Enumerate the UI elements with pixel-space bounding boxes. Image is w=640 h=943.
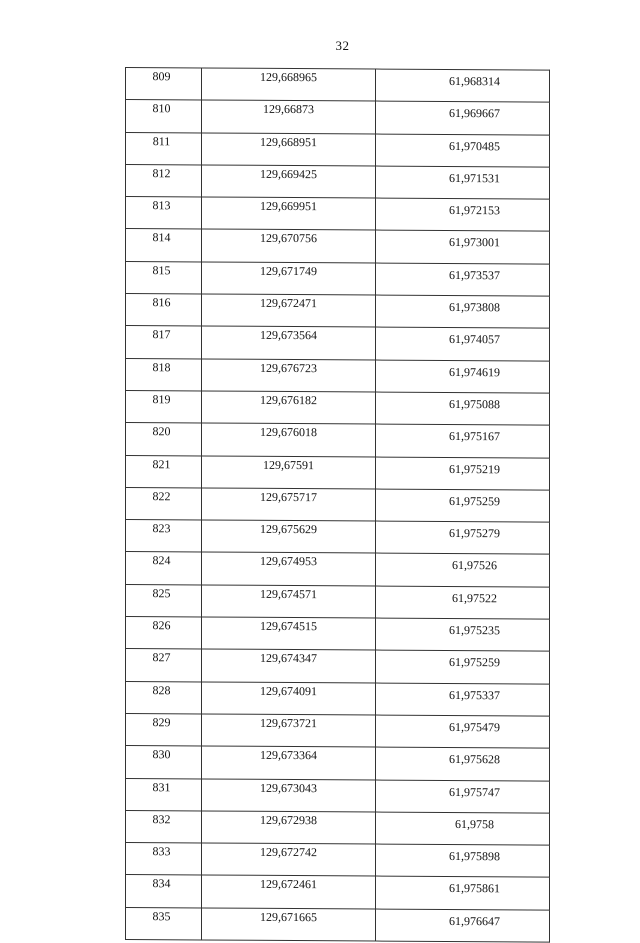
point-number-cell: 811 xyxy=(126,132,202,165)
table-row xyxy=(126,294,550,329)
table-row xyxy=(126,326,550,361)
table-row xyxy=(126,746,550,781)
x-coordinate-cell: 129,672742 xyxy=(202,843,376,876)
x-coordinate-cell: 129,673721 xyxy=(202,714,376,747)
x-coordinate-cell: 129,669951 xyxy=(202,197,376,230)
x-coordinate-cell: 129,668965 xyxy=(202,68,376,101)
point-number-cell: 832 xyxy=(126,810,202,843)
table-row xyxy=(126,810,550,845)
table-row xyxy=(126,617,550,652)
page-number: 32 xyxy=(335,38,350,53)
table-row xyxy=(126,584,550,619)
point-number-cell: 810 xyxy=(126,100,202,133)
point-number-cell: 816 xyxy=(126,294,202,327)
table-row xyxy=(126,358,550,393)
y-coordinate-cell: 61,974057 xyxy=(376,327,550,360)
point-number-cell: 818 xyxy=(126,358,202,391)
coordinates-table-body xyxy=(126,68,550,943)
x-coordinate-cell: 129,674091 xyxy=(202,682,376,715)
table-row xyxy=(126,649,550,684)
point-number-cell: 822 xyxy=(126,487,202,520)
x-coordinate-cell: 129,673564 xyxy=(202,326,376,359)
y-coordinate-cell: 61,975861 xyxy=(376,876,550,909)
table-row xyxy=(126,423,550,458)
y-coordinate-cell: 61,975259 xyxy=(376,650,550,683)
y-coordinate-cell: 61,973537 xyxy=(376,263,550,296)
table-row xyxy=(126,261,550,296)
y-coordinate-cell: 61,975898 xyxy=(376,844,550,877)
y-coordinate-cell: 61,975747 xyxy=(376,780,550,813)
x-coordinate-cell: 129,671749 xyxy=(202,262,376,295)
y-coordinate-cell: 61,975088 xyxy=(376,392,550,425)
point-number-cell: 814 xyxy=(126,229,202,262)
x-coordinate-cell: 129,669425 xyxy=(202,165,376,198)
table-row xyxy=(126,552,550,587)
point-number-cell: 825 xyxy=(126,584,202,617)
x-coordinate-cell: 129,676018 xyxy=(202,423,376,456)
point-number-cell: 830 xyxy=(126,746,202,779)
point-number-cell: 835 xyxy=(126,907,202,940)
point-number-cell: 813 xyxy=(126,197,202,230)
y-coordinate-cell: 61,973001 xyxy=(376,231,550,264)
point-number-cell: 829 xyxy=(126,713,202,746)
y-coordinate-cell: 61,968314 xyxy=(376,69,550,102)
point-number-cell: 820 xyxy=(126,423,202,456)
coordinates-table xyxy=(125,67,550,943)
y-coordinate-cell: 61,975479 xyxy=(376,715,550,748)
x-coordinate-cell: 129,674515 xyxy=(202,617,376,650)
point-number-cell: 828 xyxy=(126,681,202,714)
y-coordinate-cell: 61,975628 xyxy=(376,747,550,780)
x-coordinate-cell: 129,672938 xyxy=(202,811,376,844)
x-coordinate-cell: 129,67591 xyxy=(202,456,376,489)
table-row xyxy=(126,520,550,555)
table-row xyxy=(126,197,550,232)
table-row xyxy=(126,778,550,813)
x-coordinate-cell: 129,670756 xyxy=(202,229,376,262)
x-coordinate-cell: 129,674571 xyxy=(202,585,376,618)
point-number-cell: 821 xyxy=(126,455,202,488)
y-coordinate-cell: 61,972153 xyxy=(376,198,550,231)
x-coordinate-cell: 129,66873 xyxy=(202,100,376,133)
y-coordinate-cell: 61,969667 xyxy=(376,101,550,134)
point-number-cell: 823 xyxy=(126,520,202,553)
y-coordinate-cell: 61,97526 xyxy=(376,553,550,586)
y-coordinate-cell: 61,970485 xyxy=(376,134,550,167)
y-coordinate-cell: 61,976647 xyxy=(376,909,550,942)
point-number-cell: 831 xyxy=(126,778,202,811)
table-row xyxy=(126,843,550,878)
point-number-cell: 826 xyxy=(126,617,202,650)
x-coordinate-cell: 129,668951 xyxy=(202,133,376,166)
x-coordinate-cell: 129,674953 xyxy=(202,552,376,585)
x-coordinate-cell: 129,675717 xyxy=(202,488,376,521)
x-coordinate-cell: 129,676723 xyxy=(202,359,376,392)
x-coordinate-cell: 129,672461 xyxy=(202,875,376,908)
table-row xyxy=(126,100,550,135)
y-coordinate-cell: 61,975259 xyxy=(376,489,550,522)
point-number-cell: 815 xyxy=(126,261,202,294)
y-coordinate-cell: 61,97522 xyxy=(376,586,550,619)
x-coordinate-cell: 129,673364 xyxy=(202,746,376,779)
table-row xyxy=(126,68,550,103)
table-row xyxy=(126,455,550,490)
table-row xyxy=(126,164,550,199)
point-number-cell: 833 xyxy=(126,843,202,876)
y-coordinate-cell: 61,975235 xyxy=(376,618,550,651)
table-row xyxy=(126,132,550,167)
y-coordinate-cell: 61,9758 xyxy=(376,812,550,845)
table-row xyxy=(126,907,550,942)
x-coordinate-cell: 129,674347 xyxy=(202,649,376,682)
x-coordinate-cell: 129,672471 xyxy=(202,294,376,327)
y-coordinate-cell: 61,975219 xyxy=(376,457,550,490)
table-row xyxy=(126,681,550,716)
x-coordinate-cell: 129,673043 xyxy=(202,778,376,811)
table-row xyxy=(126,390,550,425)
y-coordinate-cell: 61,975167 xyxy=(376,424,550,457)
x-coordinate-cell: 129,676182 xyxy=(202,391,376,424)
point-number-cell: 827 xyxy=(126,649,202,682)
y-coordinate-cell: 61,975279 xyxy=(376,521,550,554)
point-number-cell: 824 xyxy=(126,552,202,585)
y-coordinate-cell: 61,973808 xyxy=(376,295,550,328)
table-row xyxy=(126,229,550,264)
y-coordinate-cell: 61,971531 xyxy=(376,166,550,199)
x-coordinate-cell: 129,675629 xyxy=(202,520,376,553)
point-number-cell: 817 xyxy=(126,326,202,359)
table-row xyxy=(126,713,550,748)
point-number-cell: 819 xyxy=(126,390,202,423)
y-coordinate-cell: 61,975337 xyxy=(376,683,550,716)
point-number-cell: 809 xyxy=(126,68,202,101)
point-number-cell: 812 xyxy=(126,164,202,197)
y-coordinate-cell: 61,974619 xyxy=(376,360,550,393)
table-row xyxy=(126,487,550,522)
x-coordinate-cell: 129,671665 xyxy=(202,908,376,941)
point-number-cell: 834 xyxy=(126,875,202,908)
